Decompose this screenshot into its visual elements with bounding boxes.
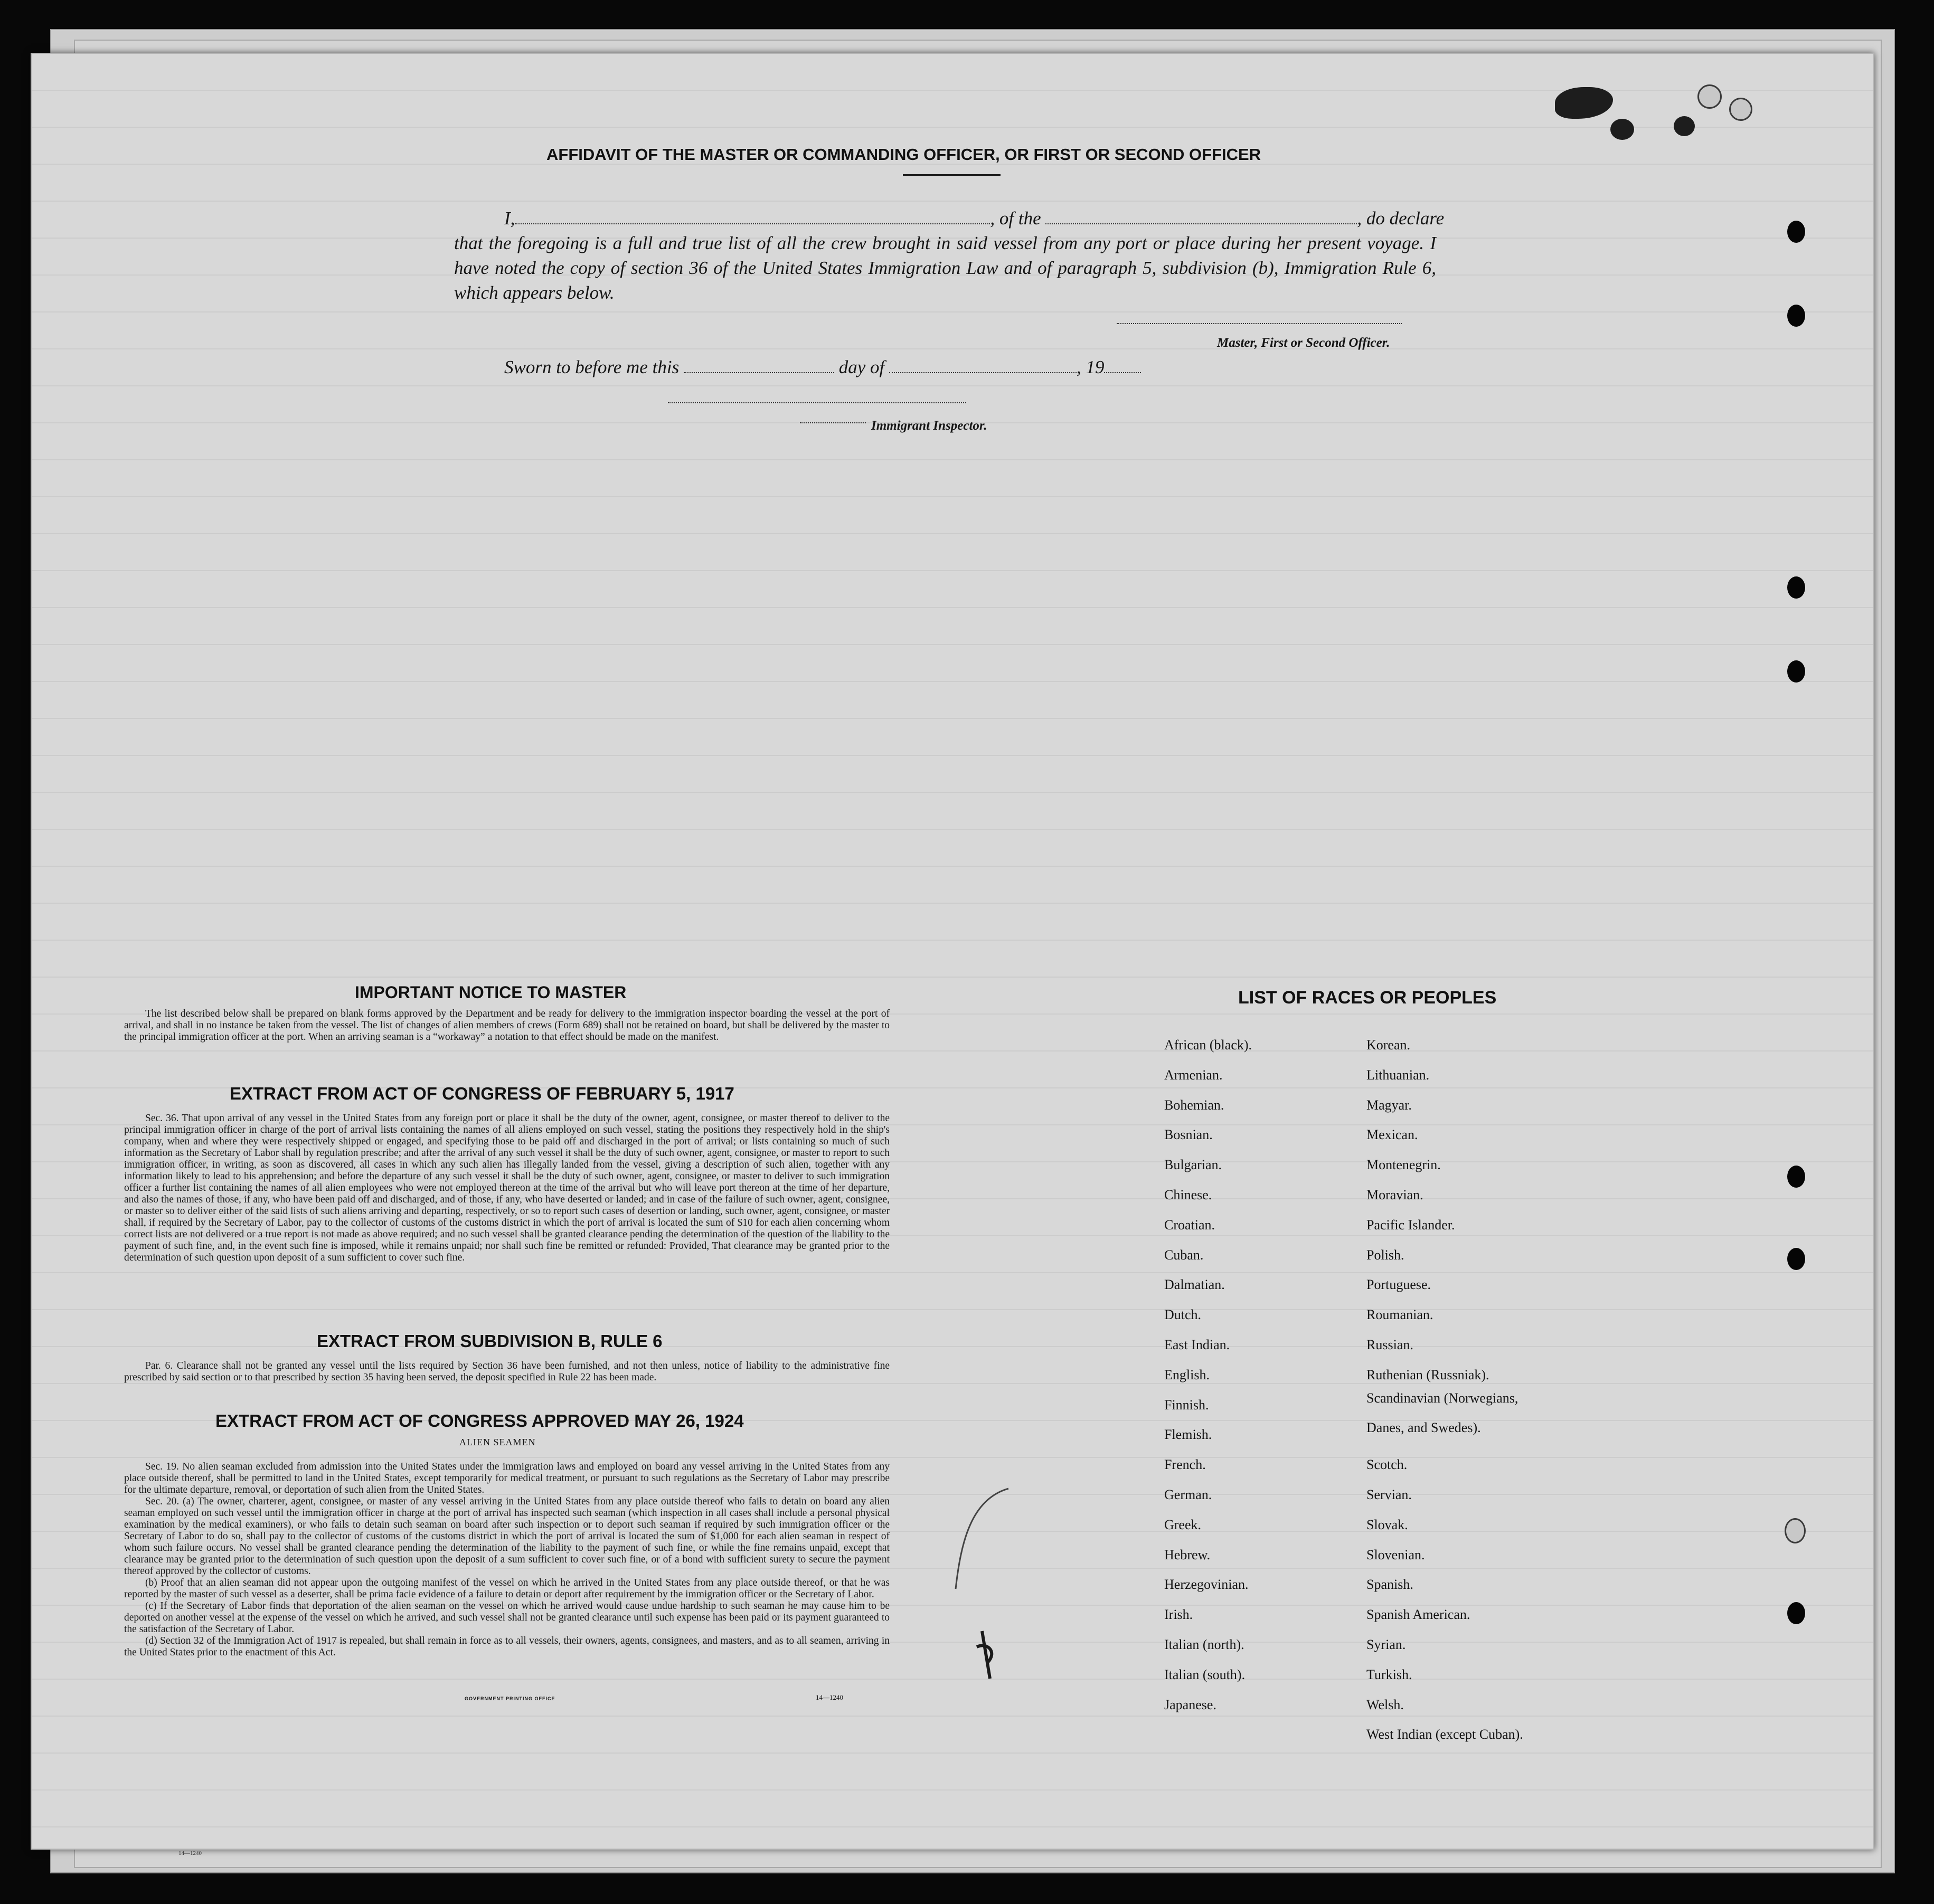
affidavit-body: that the foregoing is a full and true list of all the crew brought in said vessel from any port or place during her present voyage. I have noted the copy of section 36 of the United States Immigration Law and of paragraph 5, subdivision (b), Immigration Rule 6, which appears below. (454, 233, 1436, 303)
race-item: Korean. (1366, 1037, 1411, 1053)
bottom-form-number: 14—1240 (178, 1850, 202, 1856)
notice-title: IMPORTANT NOTICE TO MASTER (355, 983, 627, 1002)
race-item: Herzegovinian. (1164, 1577, 1249, 1593)
notice-text: The list described below shall be prepared on blank forms approved by the Department and be ready for delivery to the immigration inspector boarding the vessel at the port of arrival, and shall in no instance be taken from the vessel. The list of changes of alien members of crews (Form 689) shall not be retained on board, but shall be delivered by the master to the principal immigration officer at the port. When an arriving seaman is a “workaway” a notation to that effect should be made on the manifest. (124, 1008, 890, 1043)
race-item: African (black). (1164, 1037, 1252, 1053)
declarant-declare: , do declare (1357, 208, 1445, 229)
sworn-month-blank[interactable] (889, 372, 1077, 373)
races-column-2 (1366, 1030, 1523, 1750)
race-item: Russian. (1366, 1337, 1413, 1352)
race-item: Italian (north). (1164, 1636, 1244, 1652)
race-item: Polish. (1366, 1247, 1404, 1263)
race-item: Pacific Islander. (1366, 1217, 1455, 1233)
race-item: Moravian. (1366, 1187, 1423, 1202)
punch-hole (1787, 576, 1805, 599)
race-item: Armenian. (1164, 1067, 1223, 1083)
inspector-caption: Immigrant Inspector. (871, 419, 987, 433)
declarant-line (504, 206, 1445, 231)
printer-imprint: GOVERNMENT PRINTING OFFICE (465, 1696, 555, 1701)
punch-hole (1787, 1166, 1805, 1188)
race-item: Cuban. (1164, 1247, 1204, 1263)
rule6-title: EXTRACT FROM SUBDIVISION B, RULE 6 (317, 1331, 663, 1351)
sworn-year-blank[interactable] (1104, 372, 1141, 373)
race-item: Chinese. (1164, 1187, 1212, 1202)
race-item: Portuguese. (1366, 1277, 1431, 1293)
title-underline (903, 174, 1001, 176)
race-item: Roumanian. (1366, 1307, 1433, 1323)
master-signature-blank[interactable] (1117, 323, 1402, 324)
races-title: LIST OF RACES OR PEOPLES (1238, 988, 1497, 1008)
race-item: Lithuanian. (1366, 1067, 1430, 1083)
inspector-signature-blank-2[interactable] (800, 422, 866, 423)
sworn-day-blank[interactable] (684, 372, 834, 373)
rule6-text: Par. 6. Clearance shall not be granted any vessel until the lists required by Section 36 have been furnished, and not then unless, notice of liability to the administrative fine prescribed by said section or to that prescribed by section 35 having been served, the deposit specified in Rule 22 has been made. (124, 1360, 890, 1383)
race-item: Hebrew. (1164, 1547, 1211, 1562)
race-item: Bosnian. (1164, 1127, 1213, 1143)
form-number: 14—1240 (816, 1693, 843, 1701)
race-item: Danes, and Swedes). (1366, 1420, 1481, 1436)
extract-1924-title: EXTRACT FROM ACT OF CONGRESS APPROVED MAY 26, 1924 (215, 1411, 744, 1431)
race-item: Croatian. (1164, 1217, 1215, 1233)
declarant-name-blank[interactable] (515, 223, 990, 224)
race-item: Dalmatian. (1164, 1277, 1225, 1293)
punch-hole (1729, 98, 1752, 121)
race-item: Montenegrin. (1366, 1157, 1441, 1173)
extract-1917-text: Sec. 36. That upon arrival of any vessel in the United States from any foreign port or place it shall be the duty of the owner, agent, consignee, or master thereof to deliver to the principal immigration officer in charge of the port of arrival lists containing the names of all aliens employed on such vessel, stating the positions they respectively hold in the ship's company, when and where they were respectively shipped or engaged, and specifying those to be paid off and discharged in the port of arrival; or lists containing so much of such information as the Secretary of Labor shall by regulation prescribe; and after the arrival of any such vessel it shall be the duty of such owner, agent, consignee, or master to report to such immigration officer, in writing, as soon as discovered, all cases in which any such alien has illegally landed from the vessel, giving a description of such alien, together with any information likely to lead to his apprehension; and before the departure of any such vessel it shall be the duty of such owner, agent, consignee, or master to deliver to such immigration officer a further list containing the names of all alien employees who were not employed thereon at the time of the arrival but who will leave port thereon at the time of her departure, and also the names of those, if any, who have been paid off and discharged, and of those, if any, who have deserted or landed; and in case of the failure of such owner, agent, consignee, or master so to deliver either of the said lists of such aliens arriving and departing, respectively, or so to report such cases of desertion or landing, such owner, agent, consignee, or master shall, if required by the Secretary of Labor, pay to the collector of customs of the customs district in which the port of arrival is located the sum of $10 for each alien concerning whom correct lists are not delivered or a true report is not made as above required; and no such vessel shall be granted clearance pending the determination of the question of the liability to the payment of such fine, and, in the event such fine is imposed, while it remains unpaid; nor shall such fine be remitted or refunded: Provided, That clearance may be granted prior to the determination of such question upon deposit of a sum sufficient to cover such fine. (124, 1113, 890, 1263)
affidavit-title: AFFIDAVIT OF THE MASTER OR COMMANDING OFFICER, OR FIRST OR SECOND OFFICER (546, 145, 1261, 164)
race-item: Japanese. (1164, 1697, 1216, 1712)
race-item: Welsh. (1366, 1697, 1404, 1712)
race-item: Scandinavian (Norwegians, (1366, 1390, 1518, 1406)
corner-damage (1674, 116, 1695, 136)
master-caption: Master, First or Second Officer. (1217, 336, 1390, 350)
punch-hole (1787, 1248, 1805, 1270)
sworn-day-label: day of (838, 357, 885, 377)
race-item: East Indian. (1164, 1337, 1230, 1352)
declarant-of: , of the (990, 208, 1041, 229)
races-column-1 (1164, 1030, 1252, 1720)
race-item: Mexican. (1366, 1127, 1418, 1143)
race-item: Spanish. (1366, 1577, 1413, 1593)
race-item: Flemish. (1164, 1427, 1212, 1443)
race-item: Italian (south). (1164, 1666, 1246, 1682)
race-item: Bohemian. (1164, 1097, 1224, 1113)
punch-hole (1697, 84, 1722, 109)
race-item: Magyar. (1366, 1097, 1412, 1113)
affidavit-text (454, 206, 1445, 305)
inspector-signature-blank[interactable] (668, 402, 966, 403)
sworn-year: , 19 (1076, 357, 1105, 377)
race-item: Servian. (1366, 1486, 1412, 1502)
race-item: Syrian. (1366, 1636, 1406, 1652)
punch-hole (1787, 1602, 1805, 1624)
race-item: Spanish American. (1366, 1607, 1470, 1623)
extract-1924-text: Sec. 19. No alien seaman excluded from admission into the United States under the immigration laws and employed on board any vessel arriving in the United States from any place outside thereof, shall be permitted to land in the United States, except temporarily for medical treatment, or pursuant to such regulations as the Secretary of Labor may prescribe for the ultimate departure, removal, or deportation of such alien from the United States. Sec. 20. (a) The owner, charterer, agent, consignee, or master of any vessel arriving in the United States from any place outside thereof who fails to detain on board any alien seaman employed on such vessel until the immigration officer in charge at the port of arrival has inspected such seaman (which inspection in all cases shall include a personal physical examination by the medical examiners), or who fails to detain such seaman on board after such inspection or to deport such seaman if required by such immigration officer or the Secretary of Labor to do so, shall pay to the collector of customs of the customs district in which the port of arrival is located the sum of $1,000 for each alien seaman in respect of whom such failure occurs. No vessel shall be granted clearance pending the determination of the liability to the payment of such fine, or while the fine remains unpaid, except that clearance may be granted prior to the determination of such question upon the deposit of a sum sufficient to cover such fine, or of a bond with sufficient surety to secure the payment thereof approved by the collector of customs. (b) Proof that an alien seaman did not appear upon the outgoing manifest of the vessel on which he arrived in the United States from any place outside thereof, or that he was reported by the master of such vessel as a deserter, shall be prima facie evidence of a failure to detain or deport after requirement by the immigration officer or the Secretary of Labor. (c) If the Secretary of Labor finds that deportation of the alien seaman on the vessel on which he arrived would cause undue hardship to such seaman he may cause him to be deported on another vessel at the expense of the vessel on which he arrived, and such vessel shall not be granted clearance until such expense has been paid or its payment guaranteed to the satisfaction of the Secretary of Labor. (d) Section 32 of the Immigration Act of 1917 is repealed, but shall remain in force as to all vessels, their owners, agents, consignees, and masters, and as to all seamen, arriving in the United States prior to the enactment of this Act. (124, 1461, 890, 1658)
race-item: Irish. (1164, 1607, 1193, 1623)
race-item: Scotch. (1366, 1457, 1408, 1473)
corner-damage (1610, 119, 1634, 140)
race-item: Dutch. (1164, 1307, 1202, 1323)
punch-hole (1787, 221, 1805, 243)
race-item: Ruthenian (Russniak). (1366, 1367, 1489, 1382)
declarant-prefix: I, (504, 208, 515, 229)
handwritten-marks (940, 1478, 1067, 1700)
vessel-name-blank[interactable] (1045, 223, 1357, 224)
sworn-line (454, 355, 1436, 380)
race-item: German. (1164, 1486, 1212, 1502)
race-item: Turkish. (1366, 1666, 1412, 1682)
race-item: Slovak. (1366, 1517, 1408, 1532)
punch-hole (1785, 1518, 1806, 1543)
punch-hole (1787, 660, 1805, 683)
race-item: English. (1164, 1367, 1210, 1382)
race-item: Slovenian. (1366, 1547, 1425, 1562)
extract-1917-title: EXTRACT FROM ACT OF CONGRESS OF FEBRUARY 5, 1917 (230, 1084, 734, 1103)
race-item: Bulgarian. (1164, 1157, 1222, 1173)
race-item: French. (1164, 1457, 1206, 1473)
punch-hole (1787, 305, 1805, 327)
race-item: Finnish. (1164, 1397, 1209, 1413)
alien-seamen-subtitle: ALIEN SEAMEN (459, 1437, 536, 1447)
race-item: West Indian (except Cuban). (1366, 1727, 1523, 1742)
race-item: Greek. (1164, 1517, 1202, 1532)
sworn-prefix: Sworn to before me this (504, 357, 680, 377)
